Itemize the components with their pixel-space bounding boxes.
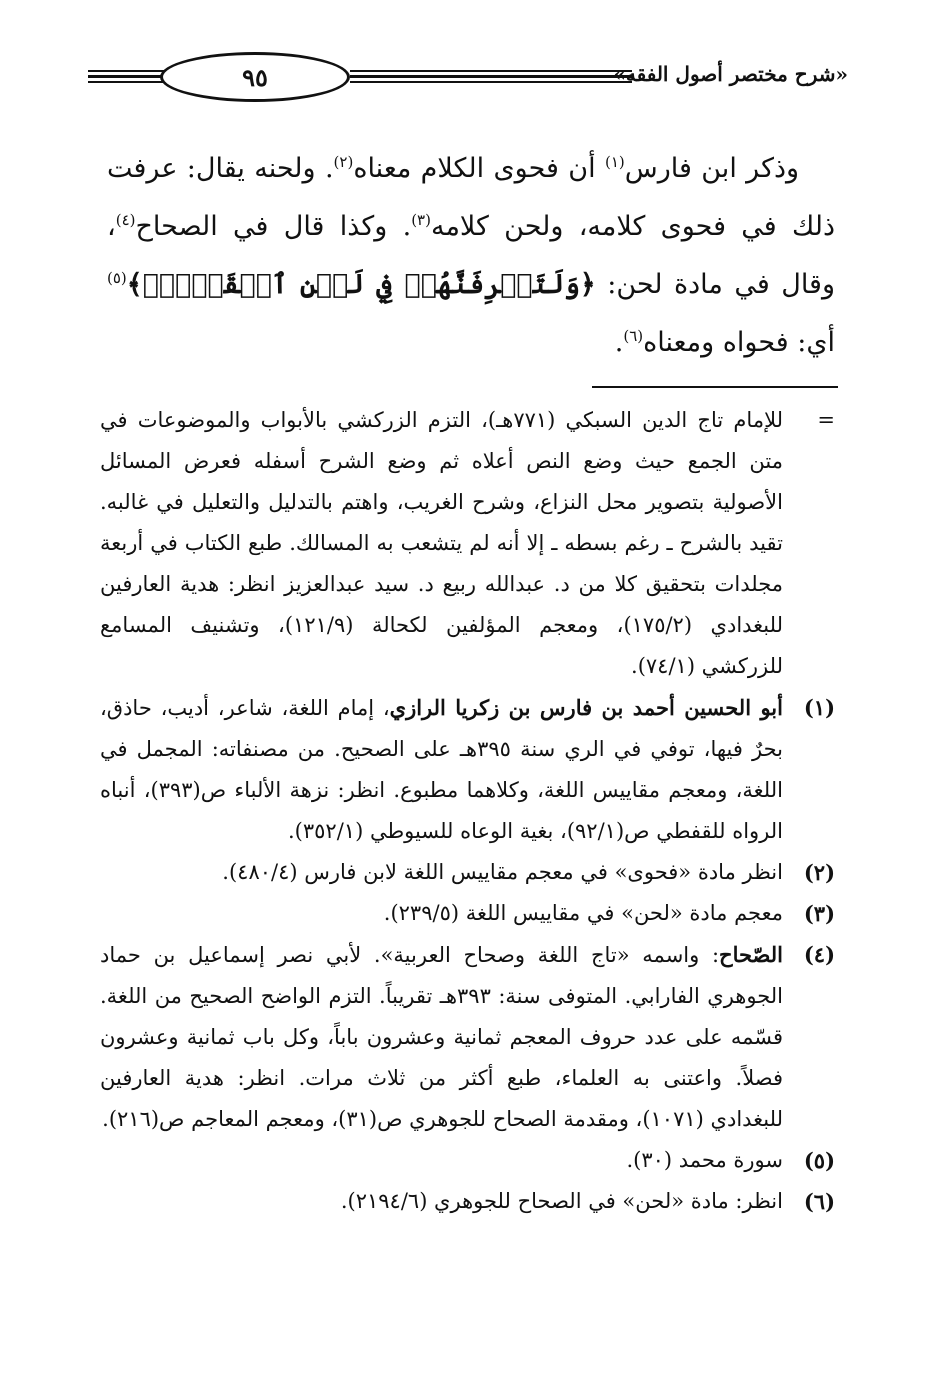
footnote-ref: (١) (604, 153, 625, 171)
footnote-2 (100, 852, 835, 893)
text-run: . وكذا قال في الصحاح (135, 211, 412, 242)
footnote-mark: (١) (803, 695, 835, 720)
footnote-5 (100, 1140, 835, 1181)
header-rule-line (350, 70, 632, 72)
footnote-3 (100, 893, 835, 934)
footnotes (100, 400, 835, 1222)
header-rule-line (88, 70, 168, 72)
footnote-mark: (٢) (803, 860, 835, 885)
footnote-mark: (٣) (803, 901, 835, 926)
footnote-text: انظر: مادة «لحن» في الصحاح للجوهري (٢١٩٤/٦). (340, 1189, 783, 1213)
text-run: . ولحنه يقال: عرفت ذلك في فحوى كلامه، ولحن كلامه (107, 153, 835, 242)
footnote-ref: (٦) (623, 327, 644, 345)
footnote-separator (592, 386, 838, 388)
header-rule-line (88, 75, 168, 78)
header-rule-left (88, 70, 168, 86)
footnote-ref: (٥) (107, 269, 127, 287)
text-run: ، وقال في مادة لحن: (107, 211, 835, 300)
footnote-mark: (٤) (803, 942, 835, 967)
footnote-bold-name: الصّحاح (719, 942, 783, 967)
text-run: أن فحوى الكلام معناه (353, 153, 605, 184)
header-rule-line (350, 75, 632, 78)
header-rule-line (350, 81, 632, 83)
page-number: ٩٥ (242, 62, 268, 92)
footnote-text: معجم مادة «لحن» في مقاييس اللغة (٢٣٩/٥). (383, 901, 783, 925)
footnote-text: سورة محمد (٣٠). (626, 1148, 783, 1172)
footnote-ref: (٣) (411, 211, 431, 229)
quran-verse: ﴿وَلَتَعۡرِفَنَّهُمۡ فِي لَحۡنِ ٱلۡقَوۡلِۚ﴾ (126, 269, 596, 300)
page-header (88, 48, 848, 106)
footnote-text-run: ، إمام اللغة، شاعر، أديب، حاذق، بحرٌ فيها، توفي في الري سنة ٣٩٥هـ على الصحيح. من مصنفاته: المجمل في اللغة، ومعجم مقاييس اللغة، وكلاهما مطبوع. انظر: نزهة الألباء ص(٣٩٣)، أنباه الرواه للقفطي ص(٩٢/١)، بغية الوعاه للسيوطي (٣٥٢/١). (100, 696, 784, 843)
footnote-text (100, 687, 783, 852)
footnote-bold-name: أبو الحسين أحمد بن فارس بن زكريا الرازي (389, 695, 783, 720)
page-number-oval (160, 52, 350, 102)
header-rule-line (88, 81, 168, 83)
footnote-1 (100, 687, 835, 852)
footnote-text (100, 934, 783, 1140)
footnote-text: انظر مادة «فحوى» في معجم مقاييس اللغة لابن فارس (٤٨٠/٤). (222, 860, 783, 884)
footnote-ref: (٤) (115, 211, 136, 229)
text-run: أي: فحواه ومعناه (643, 327, 835, 358)
main-paragraph (107, 140, 835, 372)
footnote-text-run: : واسمه «تاج اللغة وصحاح العربية». لأبي نصر إسماعيل بن حماد الجوهري الفارابي. المتوفى سنة: ٣٩٣هـ تقريباً. التزم الواضح الصحيح من اللغة. قسّمه على عدد حروف المعجم ثمانية وعشرون باباً، وكل باب ثمانية وعشرون فصلاً. واعتنى به العلماء، طبع أكثر من ثلاث مرات. انظر: هدية العارفين للبغدادي (١٠٧١)، ومقدمة الصحاح للجوهري ص(٣١)، ومعجم المعاجم ص(٢١٦). (100, 943, 783, 1131)
footnote-mark: (٥) (803, 1148, 835, 1173)
text-run: وذكر ابن فارس (624, 153, 799, 184)
book-title: «شرح مختصر أصول الفقه» (613, 62, 848, 86)
footnote-continuation (100, 400, 835, 687)
header-rule-right (350, 70, 632, 86)
footnote-4 (100, 934, 835, 1140)
main-text (107, 140, 835, 372)
footnote-text: للإمام تاج الدين السبكي (٧٧١هـ)، التزم الزركشي بالأبواب والموضوعات في متن الجمع حيث وضع النص أعلاه ثم وضع الشرح أسفله فعرض المسائل الأصولية بتصوير محل النزاع، وشرح الغريب، واهتم بالتدليل والتعليل في غالبه. تقيد بالشرح ـ رغم بسطه ـ إلا أنه لم يتشعب به المسالك. طبع الكتاب في أربعة مجلدات بتحقيق كلا من د. عبدالله ربيع د. سيد عبدالعزيز انظر: هدية العارفين للبغدادي (١٧٥/٢)، ومعجم المؤلفين لكحالة (١٢١/٩)، وتشنيف المسامع للزركشي (٧٤/١). (100, 408, 784, 678)
text-run: . (614, 327, 624, 358)
footnote-mark: = (817, 408, 835, 432)
footnote-mark: (٦) (803, 1189, 835, 1214)
footnote-6 (100, 1181, 835, 1222)
footnote-ref: (٢) (333, 153, 354, 171)
